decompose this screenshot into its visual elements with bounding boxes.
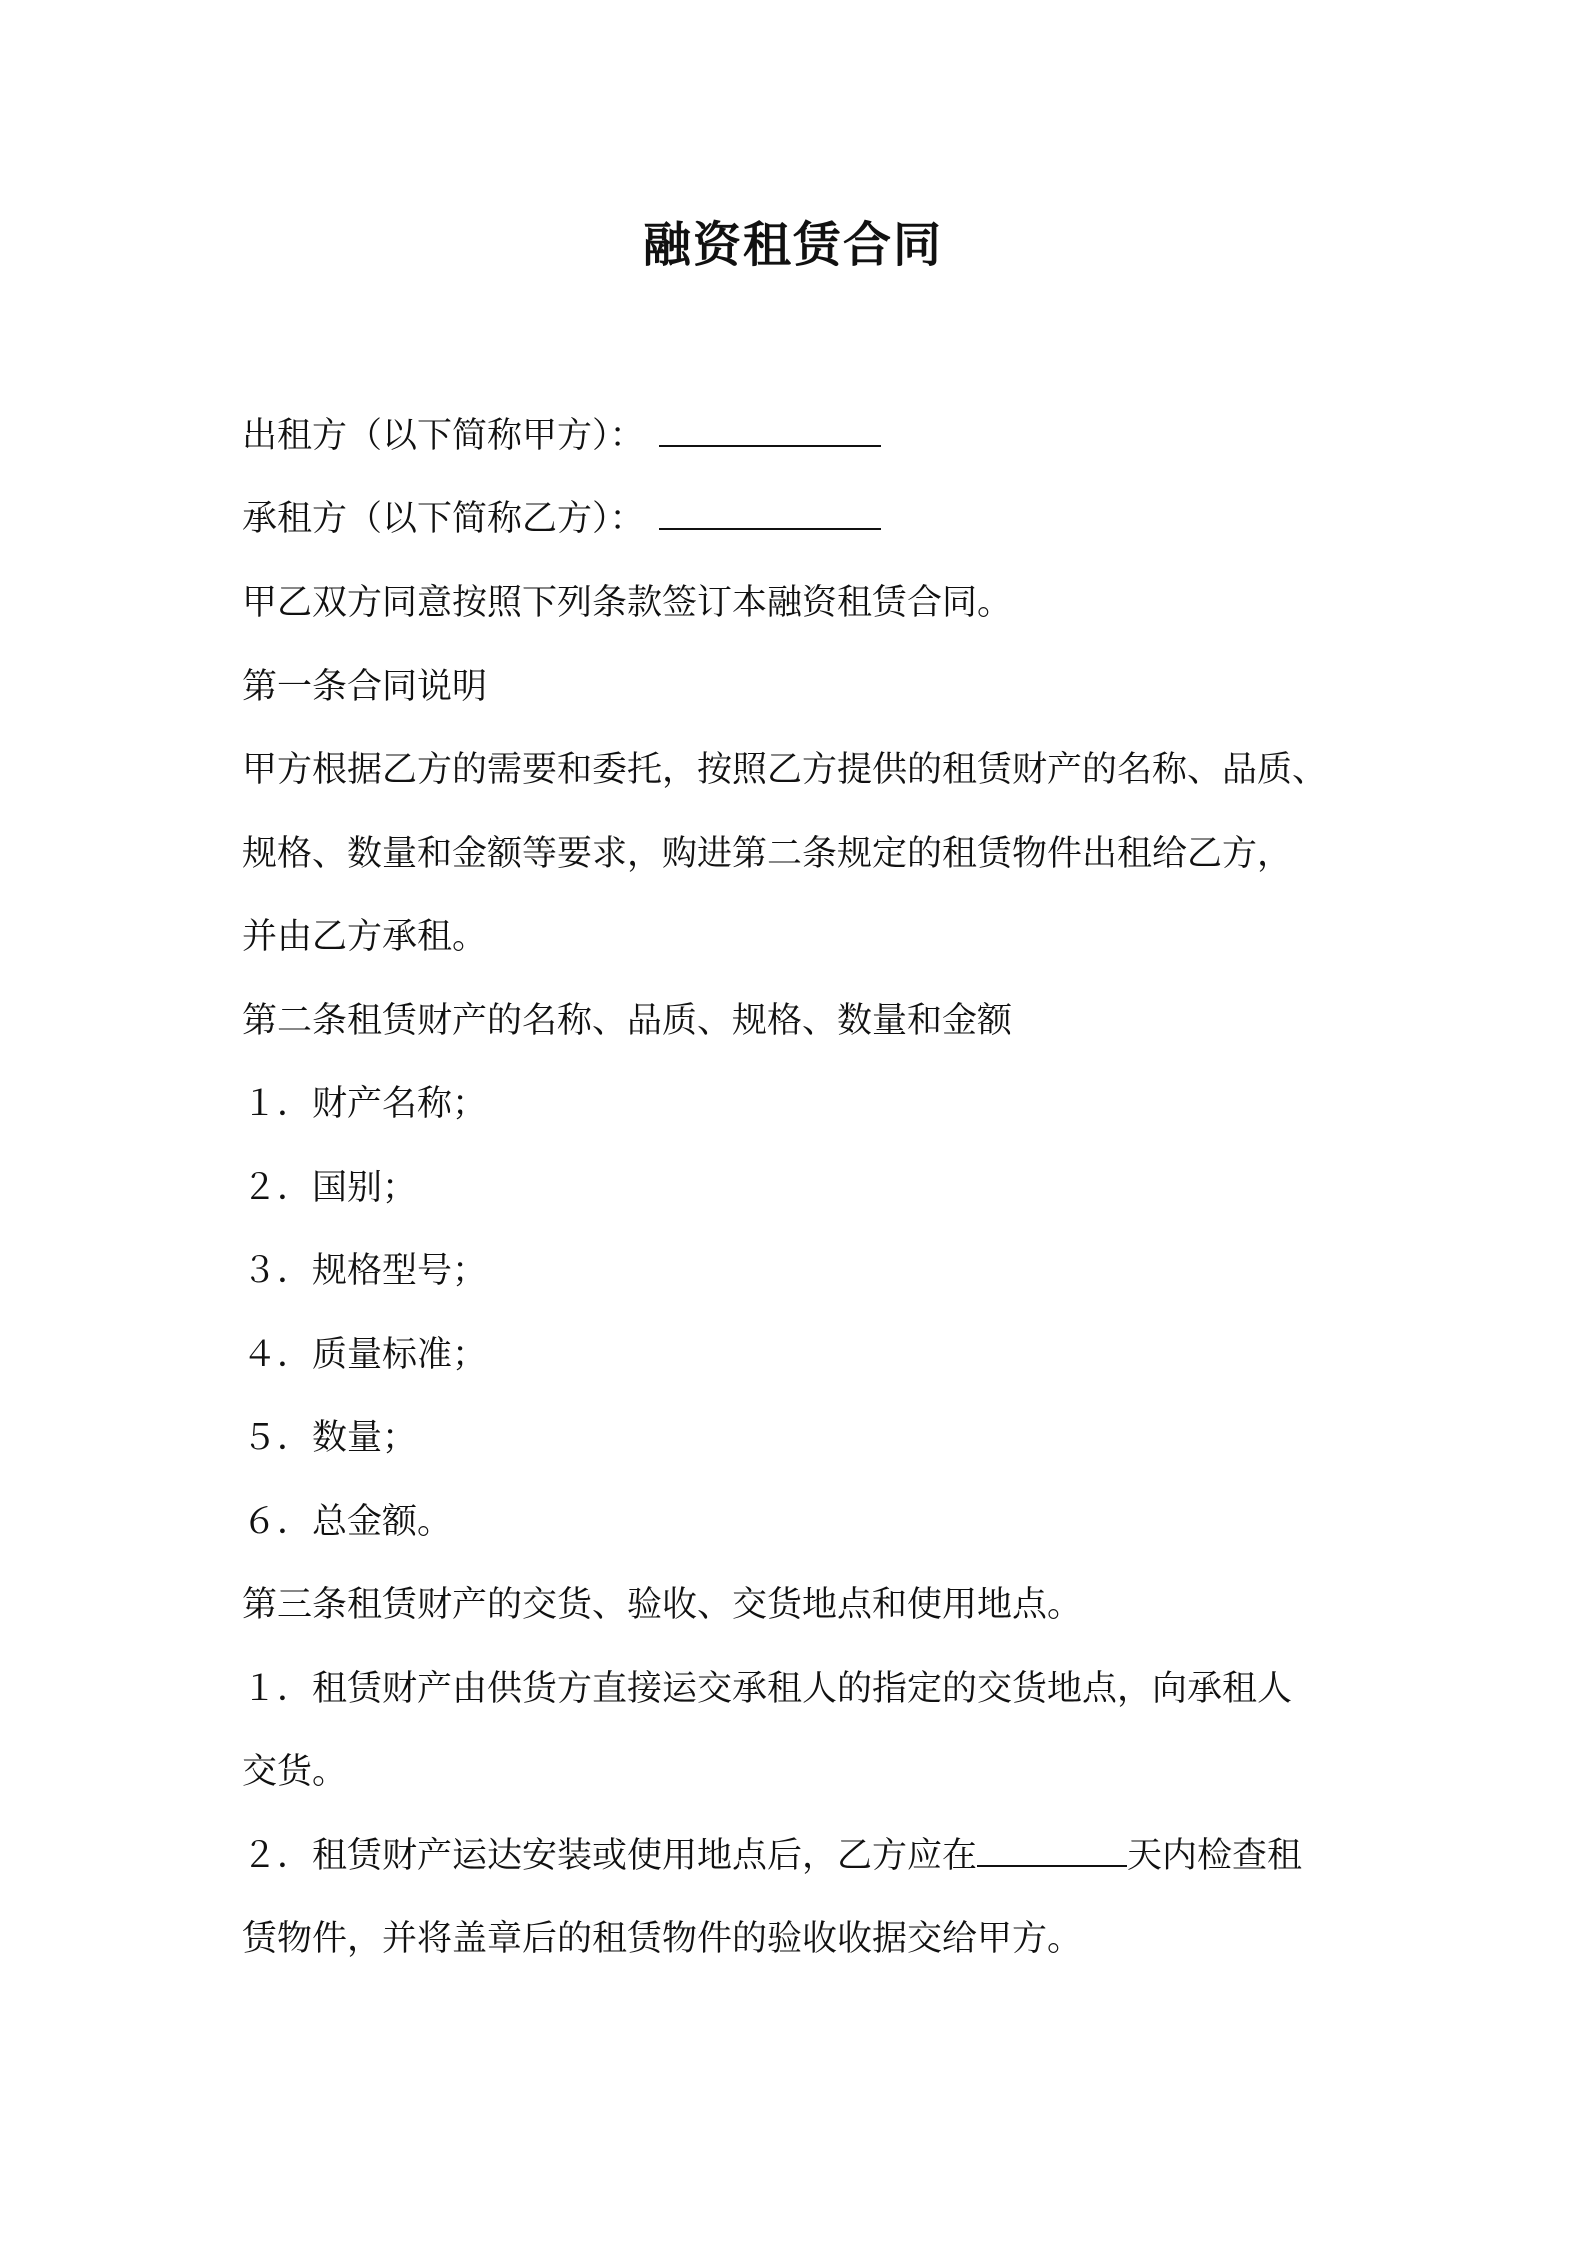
article3-heading: 第三条租赁财产的交货、验收、交货地点和使用地点。 [242, 1585, 1083, 1625]
article2-item: ２．国别； [242, 1168, 418, 1208]
article2-item: １．财产名称； [242, 1084, 488, 1124]
article3-item1-line2: 交货。 [242, 1752, 348, 1792]
days-blank [977, 1831, 1127, 1867]
lessee-line [242, 494, 881, 544]
article1-text-line3: 并由乙方承租。 [242, 917, 488, 957]
lessee-label: 承租方（以下简称乙方）： [242, 499, 645, 539]
lessor-blank [659, 411, 881, 447]
article2-item: ６．总金额。 [242, 1502, 453, 1542]
article2-item: ４．质量标准； [242, 1335, 488, 1375]
article1-text-line2: 规格、数量和金额等要求，购进第二条规定的租赁物件出租给乙方， [242, 834, 1293, 874]
article1-text-line1: 甲方根据乙方的需要和委托，按照乙方提供的租赁财产的名称、品质、 [242, 750, 1328, 790]
article2-item: ３．规格型号； [242, 1251, 488, 1291]
article2-heading: 第二条租赁财产的名称、品质、规格、数量和金额 [242, 1001, 1013, 1041]
lessor-label: 出租方（以下简称甲方）： [242, 416, 645, 456]
article3-item2-line2: 赁物件，并将盖章后的租赁物件的验收收据交给甲方。 [242, 1919, 1083, 1959]
article1-heading: 第一条合同说明 [242, 667, 488, 707]
article3-item2-before: ２．租赁财产运达安装或使用地点后，乙方应在 [242, 1836, 978, 1876]
article2-item: ５．数量； [242, 1418, 418, 1458]
intro-paragraph: 甲乙双方同意按照下列条款签订本融资租赁合同。 [242, 583, 1013, 623]
article3-item1-line1: １．租赁财产由供货方直接运交承租人的指定的交货地点，向承租人 [242, 1669, 1293, 1709]
lessee-blank [659, 494, 881, 530]
article3-item2-after: 天内检查租 [1127, 1836, 1303, 1876]
document-title: 融资租赁合同 [642, 217, 943, 273]
article3-item2-line1 [242, 1831, 1302, 1881]
lessor-line [242, 411, 881, 461]
